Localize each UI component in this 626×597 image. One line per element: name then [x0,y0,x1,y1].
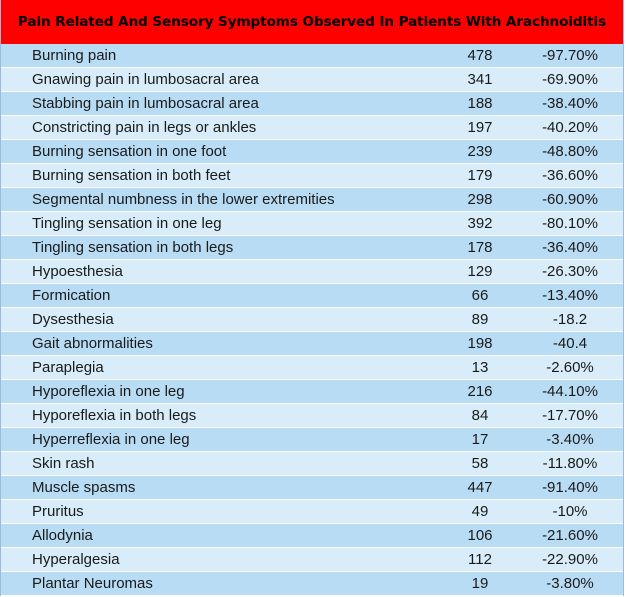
patient-count: 89 [471,311,489,328]
patient-count: 112 [468,551,492,568]
patient-count: 19 [471,575,489,592]
table-row [1,308,623,332]
patient-count: 66 [471,287,489,304]
patient-count: 478 [467,47,493,64]
percentage: -97.70% [542,47,598,64]
table-title: Pain Related And Sensory Symptoms Observed In Patients With Arachnoiditis [1,0,623,44]
table-row [1,524,623,548]
percentage: -17.70% [542,407,598,424]
patient-count: 106 [467,527,493,544]
percentage: -3.80% [546,575,594,592]
table-row [1,68,623,92]
percentage: -3.40% [546,431,594,448]
table-row [1,260,623,284]
percentage: -36.40% [542,239,598,256]
patient-count: 188 [467,95,493,112]
symptom-name: Hypoesthesia [32,263,123,280]
symptom-name: Burning sensation in both feet [32,167,231,184]
symptom-name: Segmental numbness in the lower extremities [32,191,335,208]
patient-count: 84 [471,407,489,424]
symptom-name: Formication [32,287,111,304]
table-row [1,212,623,236]
table-row [1,140,623,164]
patient-count: 341 [467,71,493,88]
patient-count: 447 [467,479,493,496]
percentage: -10% [552,503,588,520]
patient-count: 58 [471,455,489,472]
patient-count: 216 [467,383,493,400]
percentage: -80.10% [542,215,598,232]
symptom-name: Dysesthesia [32,311,114,328]
symptom-name: Hyperreflexia in one leg [32,431,190,448]
symptom-name: Burning pain [32,47,117,64]
table-row [1,500,623,524]
percentage: -91.40% [542,479,598,496]
patient-count: 392 [467,215,493,232]
percentage: -22.90% [542,551,598,568]
symptom-name: Tingling sensation in one leg [32,215,222,232]
table-row [1,236,623,260]
symptom-name: Hyperalgesia [32,551,120,568]
patient-count: 198 [467,335,493,352]
symptom-name: Muscle spasms [32,479,136,496]
symptom-name: Skin rash [32,455,95,472]
percentage: -40.20% [542,119,598,136]
table-row [1,572,623,596]
percentage: -69.90% [542,71,598,88]
symptom-name: Gnawing pain in lumbosacral area [32,71,259,88]
symptom-name: Allodynia [32,527,93,544]
percentage: -36.60% [542,167,598,184]
table-row [1,164,623,188]
table-row [1,404,623,428]
percentage: -48.80% [542,143,598,160]
symptom-name: Plantar Neuromas [32,575,153,592]
table-row [1,548,623,572]
percentage: -2.60% [546,359,594,376]
table-row [1,356,623,380]
percentage: -18.2 [552,311,588,328]
percentage: -44.10% [542,383,598,400]
table-row [1,476,623,500]
percentage: -40.4 [552,335,588,352]
percentage: -13.40% [542,287,598,304]
symptom-name: Paraplegia [32,359,104,376]
table-row [1,452,623,476]
percentage: -26.30% [542,263,598,280]
table-body [1,44,623,596]
patient-count: 13 [471,359,489,376]
patient-count: 239 [467,143,493,160]
percentage: -21.60% [542,527,598,544]
patient-count: 179 [467,167,493,184]
percentage: -60.90% [542,191,598,208]
patient-count: 49 [471,503,489,520]
patient-count: 178 [467,239,493,256]
patient-count: 17 [471,431,489,448]
table-row [1,188,623,212]
table-row [1,44,623,68]
symptom-name: Stabbing pain in lumbosacral area [32,95,259,112]
symptom-name: Tingling sensation in both legs [32,239,234,256]
symptom-name: Gait abnormalities [32,335,153,352]
symptom-name: Hyporeflexia in one leg [32,383,185,400]
table-row [1,428,623,452]
symptom-name: Constricting pain in legs or ankles [32,119,257,136]
percentage: -11.80% [542,455,598,472]
table-row [1,380,623,404]
symptom-name: Pruritus [32,503,84,520]
percentage: -38.40% [542,95,598,112]
patient-count: 298 [467,191,493,208]
patient-count: 197 [467,119,493,136]
patient-count: 129 [467,263,493,280]
table-row [1,284,623,308]
symptom-name: Hyporeflexia in both legs [32,407,197,424]
table-row [1,332,623,356]
symptom-name: Burning sensation in one foot [32,143,227,160]
table-row [1,116,623,140]
table-row [1,92,623,116]
